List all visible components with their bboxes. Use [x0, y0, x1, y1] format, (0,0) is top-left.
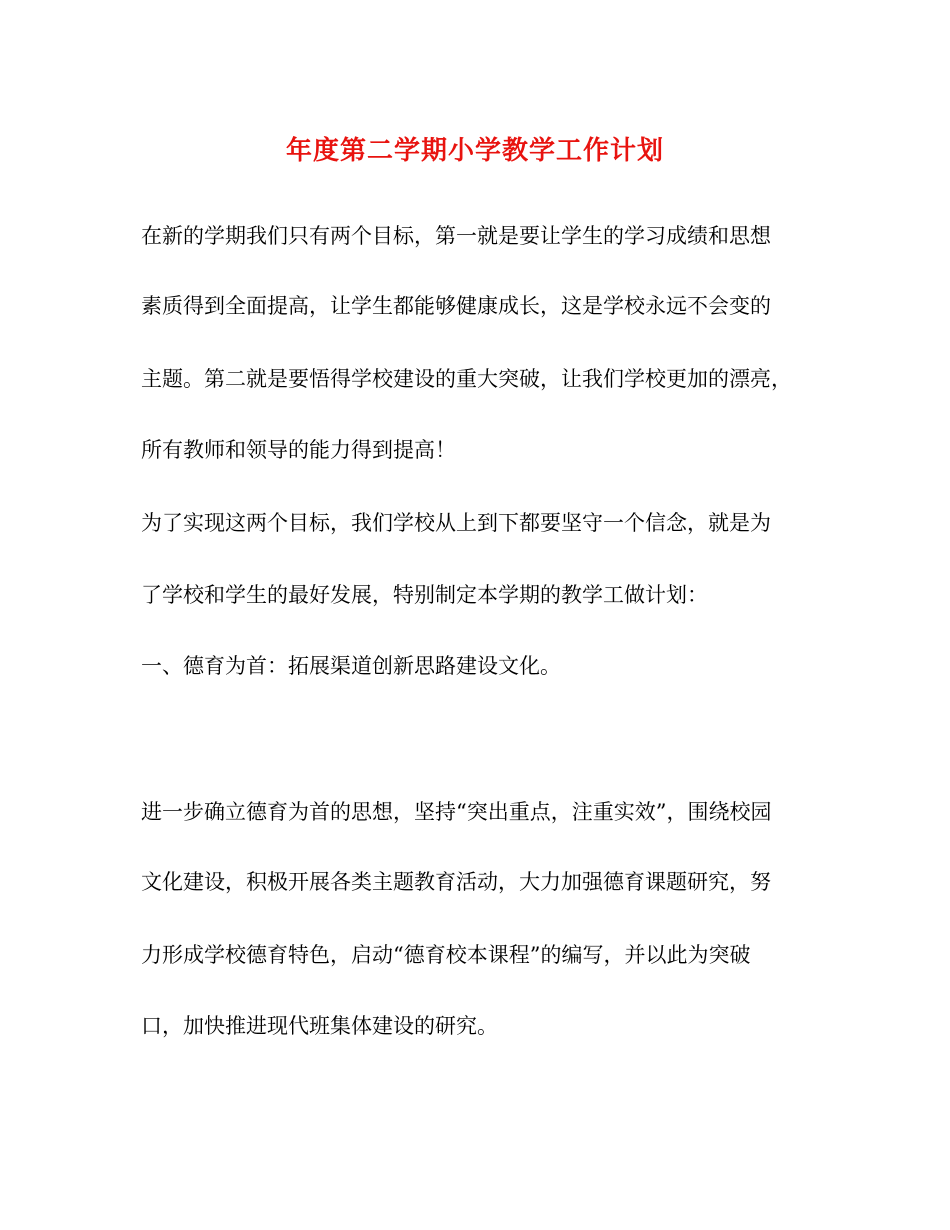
paragraph-1-line-4: 所有教师和领导的能力得到提高！ — [141, 438, 456, 462]
paragraph-3-line-1: 进一步确立德育为首的思想，坚持“突出重点，注重实效”，围绕校园 — [141, 800, 772, 824]
paragraph-3-line-2: 文化建设，积极开展各类主题教育活动，大力加强德育课题研究，努 — [141, 870, 771, 894]
paragraph-1-line-3: 主题。第二就是要悟得学校建设的重大突破，让我们学校更加的漂亮， — [141, 367, 792, 391]
paragraph-2-line-1: 为了实现这两个目标，我们学校从上到下都要坚守一个信念，就是为 — [141, 511, 771, 535]
document-title: 年度第二学期小学教学工作计划 — [285, 136, 664, 166]
paragraph-1-line-1: 在新的学期我们只有两个目标，第一就是要让学生的学习成绩和思想 — [141, 224, 771, 248]
paragraph-2-line-2: 了学校和学生的最好发展，特别制定本学期的教学工做计划： — [141, 583, 708, 607]
paragraph-3-line-4: 口，加快推进现代班集体建设的研究。 — [141, 1014, 498, 1038]
paragraph-3-line-3: 力形成学校德育特色，启动“德育校本课程”的编写，并以此为突破 — [141, 943, 751, 967]
section-heading-1: 一、德育为首：拓展渠道创新思路建设文化。 — [141, 654, 561, 678]
paragraph-1-line-2: 素质得到全面提高，让学生都能够健康成长，这是学校永远不会变的 — [141, 294, 771, 318]
